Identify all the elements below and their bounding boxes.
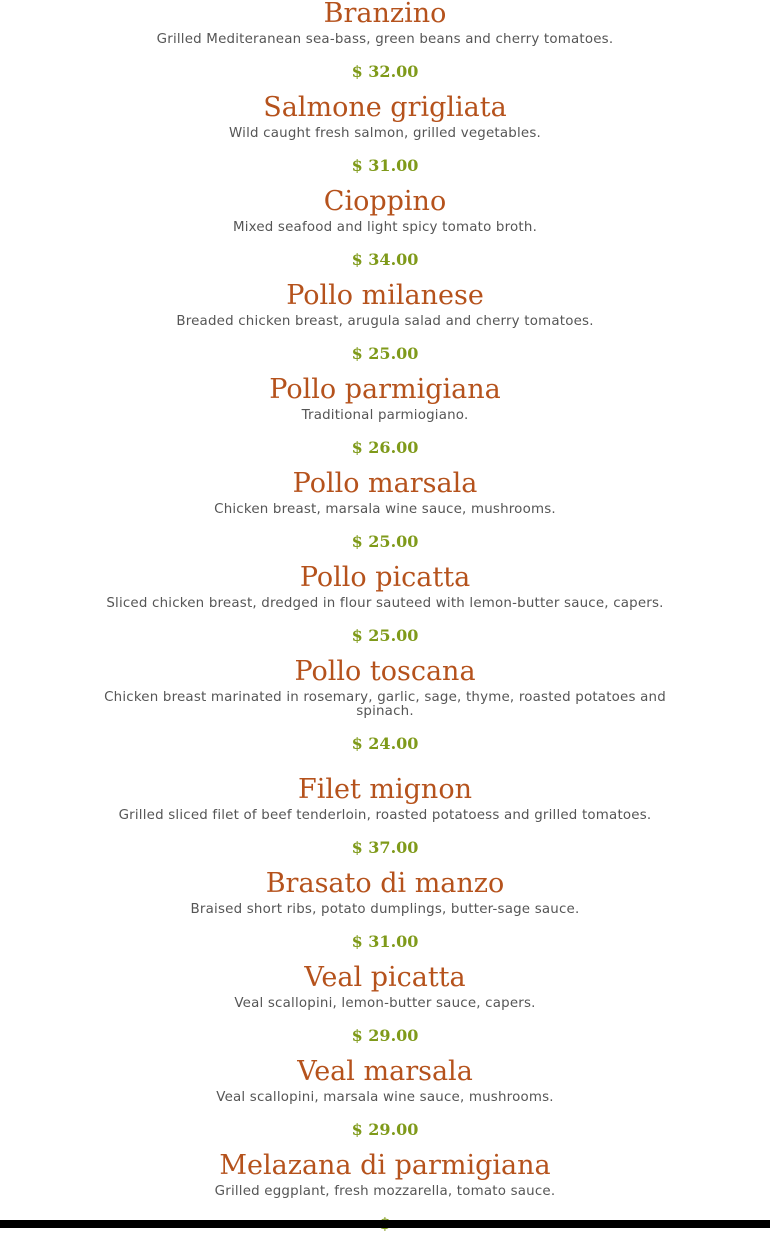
item-description: Veal scallopini, lemon-butter sauce, capers. [234, 996, 536, 1011]
item-description: Mixed seafood and light spicy tomato broth. [232, 220, 538, 235]
item-price: $ 34.00 [351, 250, 419, 269]
item-price: $ 37.00 [351, 838, 419, 857]
item-description: Breaded chicken breast, arugula salad and cherry tomatoes. [176, 314, 594, 329]
item-price: $ 31.00 [351, 932, 419, 951]
item-name: Pollo picatta [299, 562, 471, 593]
item-name: Pollo parmigiana [269, 374, 501, 405]
item-name: Branzino [323, 0, 447, 29]
item-price: $ 29.00 [351, 1120, 419, 1139]
item-price: $ 32.00 [351, 62, 419, 81]
item-description: Traditional parmiogiano. [301, 408, 469, 423]
item-name: Brasato di manzo [265, 868, 505, 899]
item-description: Chicken breast, marsala wine sauce, mushrooms. [214, 502, 556, 517]
item-description: Braised short ribs, potato dumplings, butter-sage sauce. [190, 902, 580, 917]
item-price: $ 26.00 [351, 438, 419, 457]
item-price: $ 25.00 [351, 626, 419, 645]
item-name: Pollo toscana [294, 656, 476, 687]
item-name: Melazana di parmigiana [219, 1150, 551, 1181]
item-name: Pollo marsala [292, 468, 478, 499]
item-price: $ 25.00 [351, 344, 419, 363]
item-name: Veal picatta [304, 962, 466, 993]
item-name: Pollo milanese [286, 280, 484, 311]
item-description: Grilled Mediteranean sea-bass, green beans and cherry tomatoes. [156, 32, 614, 47]
item-price: $ 29.00 [351, 1026, 419, 1045]
item-price: $ 25.00 [351, 532, 419, 551]
item-name: Veal marsala [297, 1056, 473, 1087]
item-price: $ 31.00 [351, 156, 419, 175]
item-description: Veal scallopini, marsala wine sauce, mushrooms. [216, 1090, 554, 1105]
item-description: Grilled eggplant, fresh mozzarella, tomato sauce. [214, 1184, 556, 1199]
item-name: Salmone grigliata [263, 92, 507, 123]
item-description: Chicken breast marinated in rosemary, garlic, sage, thyme, roasted potatoes and spinach. [104, 690, 666, 719]
bottom-bar [0, 1220, 770, 1228]
item-price: $ 24.00 [351, 734, 419, 753]
item-name: Filet mignon [298, 774, 472, 805]
item-name: Cioppino [323, 186, 447, 217]
item-description: Grilled sliced filet of beef tenderloin, roasted potatoess and grilled tomatoes. [118, 808, 652, 823]
item-description: Wild caught fresh salmon, grilled vegetables. [229, 126, 541, 141]
item-description: Sliced chicken breast, dredged in flour sauteed with lemon-butter sauce, capers. [106, 596, 664, 611]
